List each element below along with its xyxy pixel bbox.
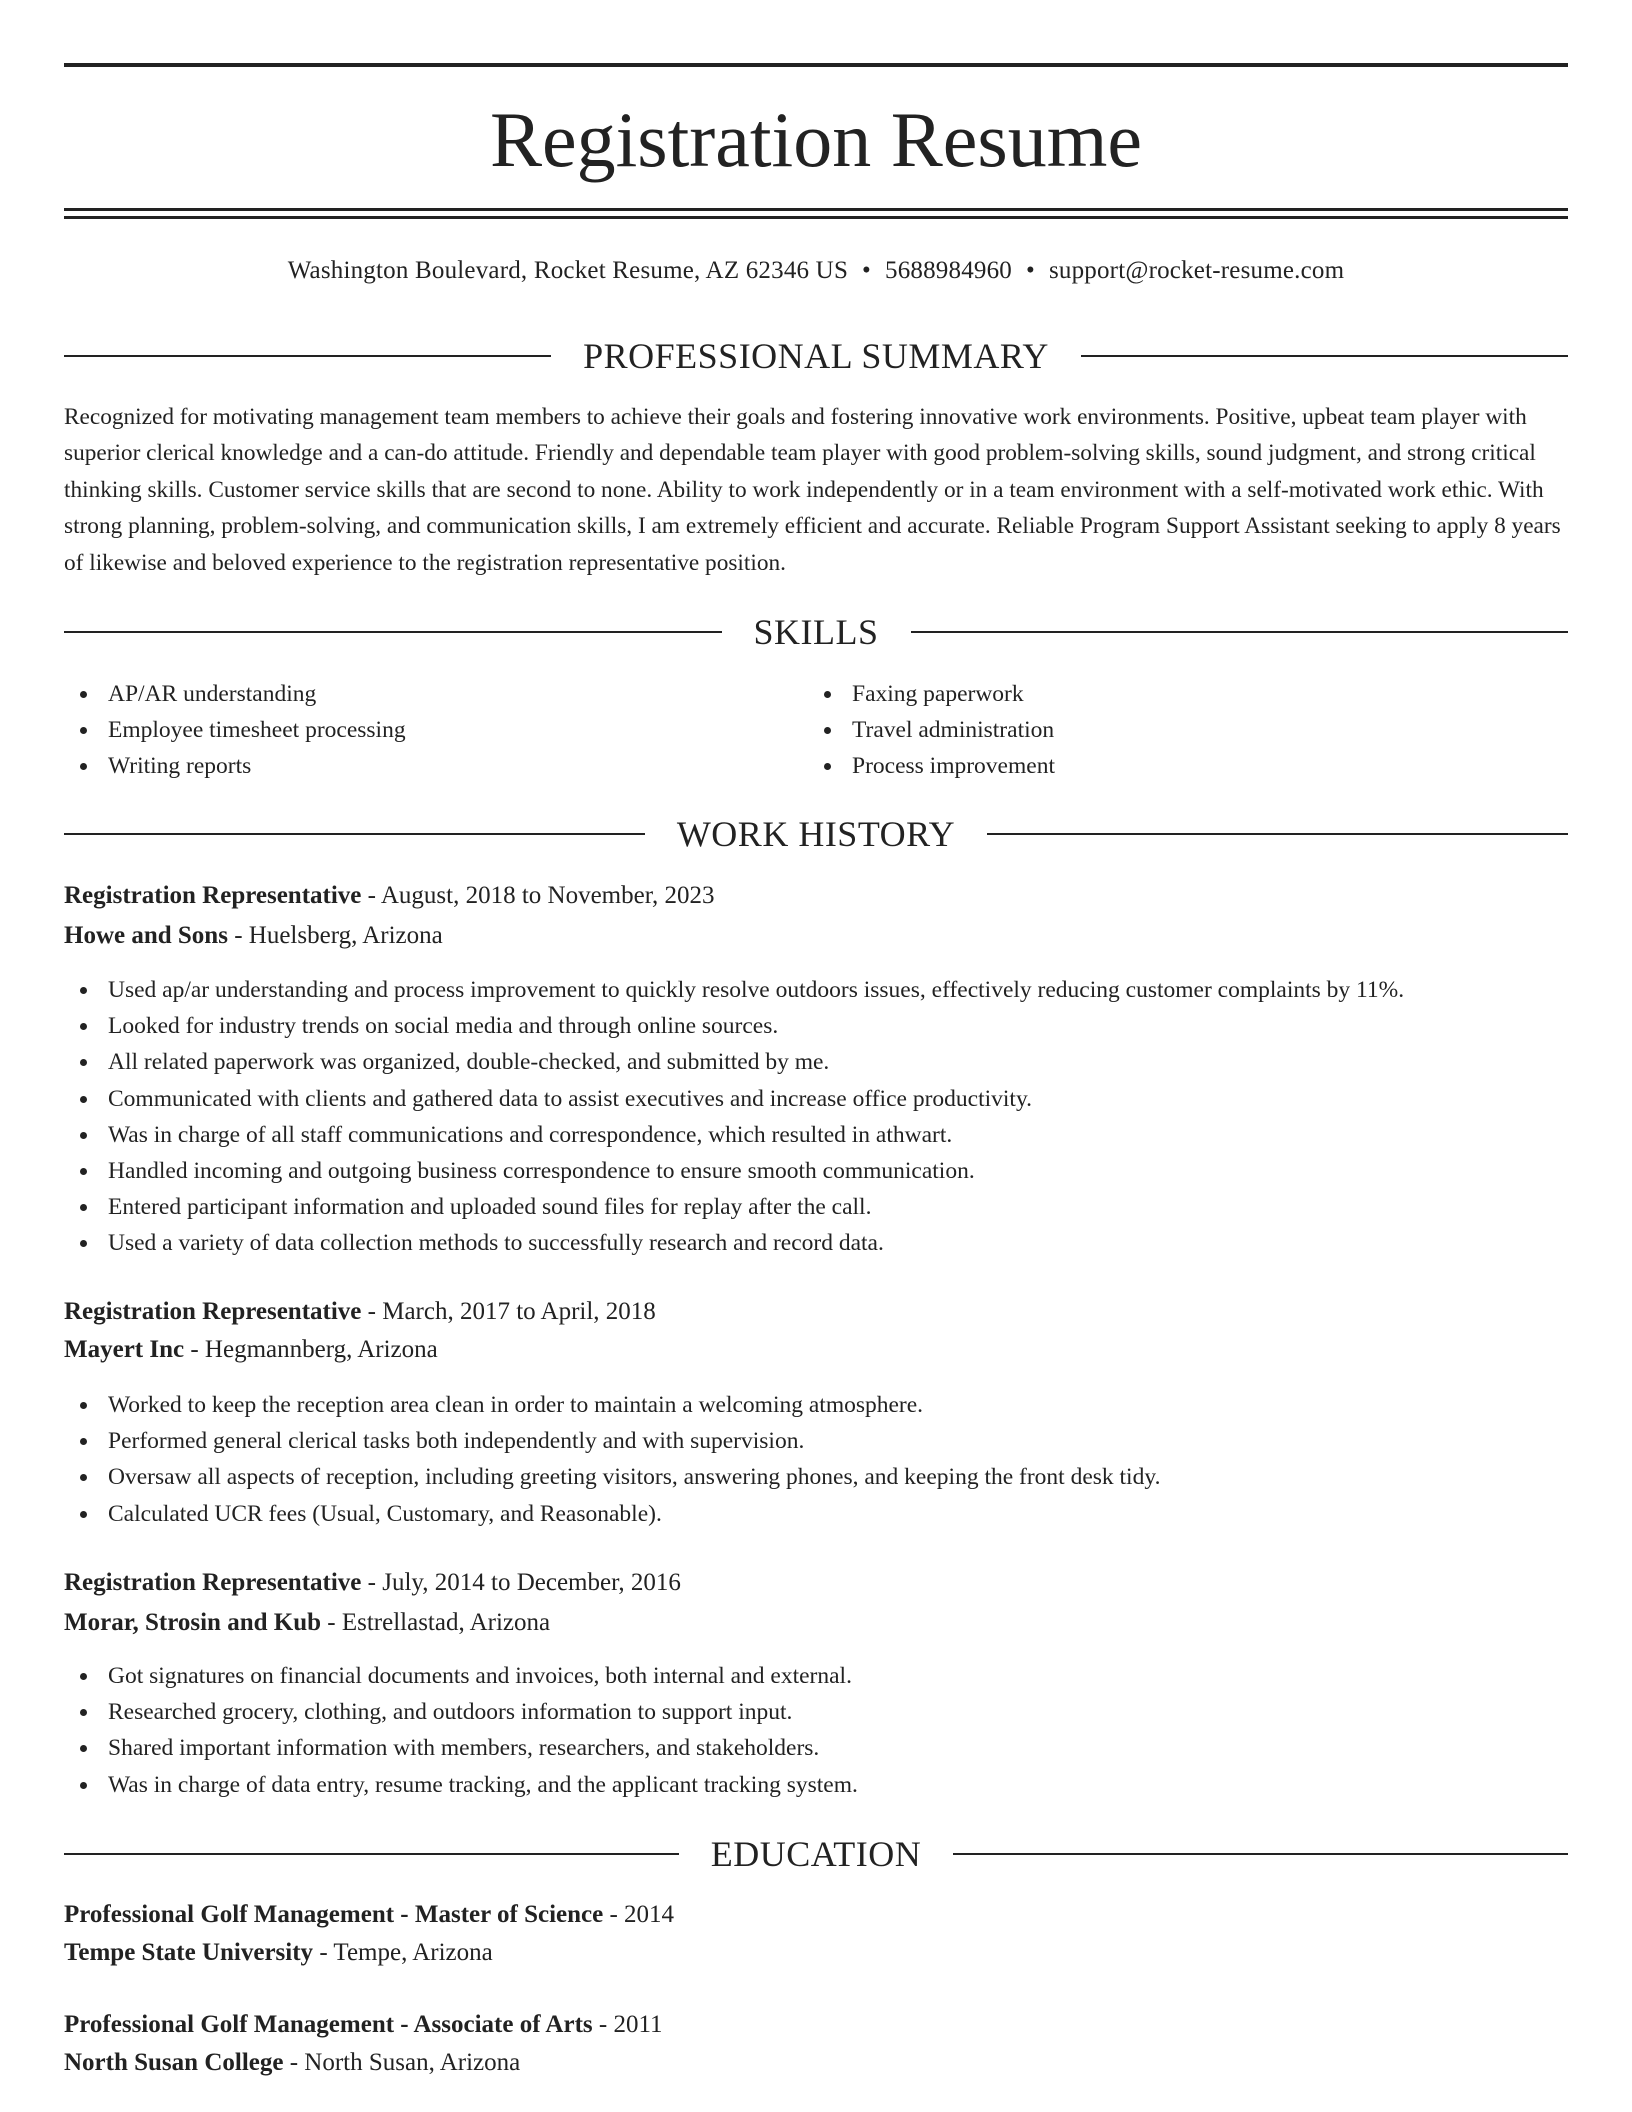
job-bullet-list [64, 972, 1404, 1262]
education-degree: Professional Golf Management - Associate of Arts [64, 2011, 593, 2038]
job-title-line [64, 1296, 656, 1328]
job-bullet: Calculated UCR fees (Usual, Customary, and Reasonable). [64, 1496, 1160, 1532]
job-location: - Hegmannberg, Arizona [184, 1336, 438, 1363]
contact-phone: 5688984960 [885, 257, 1012, 284]
top-rule [64, 63, 1568, 67]
job-bullet: Was in charge of data entry, resume tracking, and the applicant tracking system. [64, 1767, 858, 1803]
skill-item: Process improvement [808, 748, 1055, 784]
job-bullet: Looked for industry trends on social media and through online sources. [64, 1008, 1404, 1044]
title-rule-lower [64, 216, 1568, 219]
work-section-header [64, 812, 1568, 856]
contact-line [64, 255, 1568, 287]
job-location: - Estrellastad, Arizona [321, 1609, 551, 1636]
resume-title: Registration Resume [489, 96, 1143, 183]
job-dates: - July, 2014 to December, 2016 [361, 1569, 681, 1596]
skill-item: Faxing paperwork [808, 676, 1055, 712]
section-rule-right [911, 631, 1569, 633]
education-location: - North Susan, Arizona [283, 2049, 521, 2076]
section-rule-left [64, 1853, 679, 1855]
contact-address: Washington Boulevard, Rocket Resume, AZ 62346 US [287, 257, 849, 284]
job-title-line [64, 880, 715, 912]
education-school: North Susan College [64, 2049, 284, 2076]
job-company-line [64, 1607, 550, 1639]
job-company-line [64, 920, 443, 952]
job-bullet-list [64, 1387, 1160, 1532]
education-school-line [64, 1937, 493, 1969]
job-title: Registration Representative [64, 882, 362, 909]
education-section-header [64, 1832, 1568, 1876]
section-rule-left [64, 631, 722, 633]
summary-section-header [64, 334, 1568, 378]
job-dates: - August, 2018 to November, 2023 [361, 882, 715, 909]
job-bullet: Oversaw all aspects of reception, including greeting visitors, answering phones, and keeping the front desk tidy. [64, 1459, 1160, 1495]
skills-list-right [808, 676, 1055, 784]
section-rule-right [953, 1853, 1568, 1855]
job-company-line [64, 1334, 438, 1366]
job-company: Howe and Sons [64, 922, 228, 949]
education-degree-line [64, 1899, 674, 1931]
job-bullet: Researched grocery, clothing, and outdoors information to support input. [64, 1694, 858, 1730]
job-bullet: Used ap/ar understanding and process improvement to quickly resolve outdoors issues, effectively reducing customer complaints by 11%. [64, 972, 1404, 1008]
education-year: - 2014 [603, 1901, 675, 1928]
skill-item: Writing reports [64, 748, 406, 784]
section-rule-left [64, 833, 645, 835]
job-bullet: Used a variety of data collection methods to successfully research and record data. [64, 1225, 1404, 1261]
summary-heading: PROFESSIONAL SUMMARY [583, 336, 1049, 376]
section-rule-right [1081, 355, 1568, 357]
job-bullet: Worked to keep the reception area clean in order to maintain a welcoming atmosphere. [64, 1387, 1160, 1423]
contact-email: support@rocket-resume.com [1048, 257, 1345, 284]
job-bullet-list [64, 1658, 858, 1803]
education-school-line [64, 2047, 520, 2079]
education-degree-line [64, 2009, 663, 2041]
summary-text: Recognized for motivating management team members to achieve their goals and fostering innovative work environments. Positive, upbeat team player with superior clerical knowledge and a can-do attitude. Friendly and dependable team player with good problem-solving skills, sound judgment, and strong critical thinking skills. Customer service skills that are second to none. Ability to work independently or in a team environment with a self-motivated work ethic. With strong planning, problem-solving, and communication skills, I am extremely efficient and accurate. Reliable Program Support Assistant seeking to apply 8 years of likewise and beloved experience to the registration representative position. [64, 404, 1561, 576]
job-company: Morar, Strosin and Kub [64, 1609, 322, 1636]
skills-list-left [64, 676, 406, 784]
job-bullet: Handled incoming and outgoing business correspondence to ensure smooth communication. [64, 1153, 1404, 1189]
job-title: Registration Representative [64, 1298, 362, 1325]
education-heading: EDUCATION [710, 1834, 922, 1874]
job-bullet: All related paperwork was organized, double-checked, and submitted by me. [64, 1044, 1404, 1080]
skill-item: Employee timesheet processing [64, 712, 406, 748]
skills-section-header [64, 610, 1568, 654]
skill-item: AP/AR understanding [64, 676, 406, 712]
education-school: Tempe State University [64, 1939, 314, 1966]
job-bullet: Entered participant information and uploaded sound files for replay after the call. [64, 1189, 1404, 1225]
section-rule-left [64, 355, 551, 357]
job-dates: - March, 2017 to April, 2018 [361, 1298, 656, 1325]
skill-item: Travel administration [808, 712, 1055, 748]
title-rule-upper [64, 208, 1568, 211]
job-bullet: Performed general clerical tasks both independently and with supervision. [64, 1423, 1160, 1459]
job-bullet: Was in charge of all staff communications and correspondence, which resulted in athwart. [64, 1117, 1404, 1153]
education-year: - 2011 [592, 2011, 663, 2038]
job-title: Registration Representative [64, 1569, 362, 1596]
job-bullet: Communicated with clients and gathered data to assist executives and increase office productivity. [64, 1081, 1404, 1117]
education-location: - Tempe, Arizona [313, 1939, 493, 1966]
job-bullet: Got signatures on financial documents and invoices, both internal and external. [64, 1658, 858, 1694]
contact-separator: • [1026, 257, 1035, 284]
job-company: Mayert Inc [64, 1336, 185, 1363]
job-location: - Huelsberg, Arizona [227, 922, 443, 949]
section-rule-right [987, 833, 1568, 835]
work-heading: WORK HISTORY [676, 814, 956, 854]
job-bullet: Shared important information with members, researchers, and stakeholders. [64, 1730, 858, 1766]
skills-heading: SKILLS [753, 612, 879, 652]
contact-separator: • [862, 257, 871, 284]
education-degree: Professional Golf Management - Master of Science [64, 1901, 604, 1928]
job-title-line [64, 1567, 681, 1599]
